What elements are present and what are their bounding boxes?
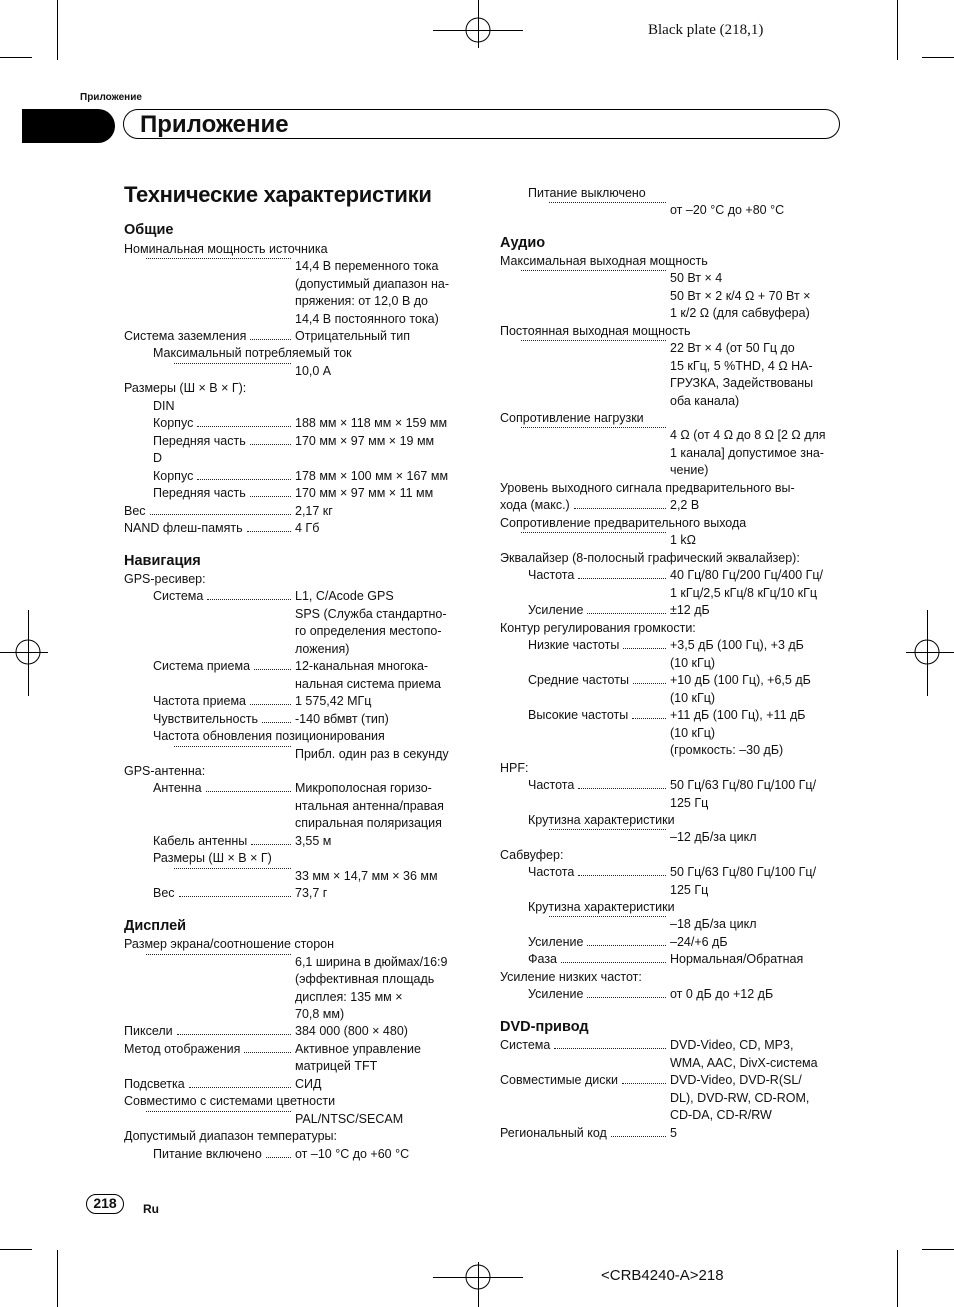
spec-value: 10,0 А bbox=[295, 364, 332, 378]
spec-row bbox=[528, 637, 668, 655]
spec-label: Вес bbox=[124, 504, 146, 518]
spec-label: Региональный код bbox=[500, 1126, 607, 1140]
document-code: <CRB4240-A>218 bbox=[601, 1267, 724, 1284]
spec-label: DIN bbox=[153, 399, 175, 413]
spec-value: –18 дБ/за цикл bbox=[670, 917, 757, 931]
spec-label: Система приема bbox=[153, 659, 251, 673]
spec-label: Совместимые диски bbox=[500, 1073, 618, 1087]
spec-row bbox=[153, 833, 293, 851]
spec-label: Чувствительность bbox=[153, 712, 258, 726]
spec-label: Контур регулирования громкости: bbox=[500, 621, 696, 635]
spec-label: Усиление bbox=[528, 603, 584, 617]
spec-label: Корпус bbox=[153, 469, 194, 483]
spec-value: –24/+6 дБ bbox=[670, 935, 728, 949]
spec-label: Сабвуфер: bbox=[500, 848, 564, 862]
spec-leader bbox=[517, 340, 668, 345]
spec-label: Передняя часть bbox=[153, 486, 246, 500]
spec-value: чение) bbox=[670, 463, 709, 477]
spec-leader bbox=[170, 363, 293, 368]
spec-label: Частота bbox=[528, 778, 575, 792]
spec-label: HPF: bbox=[500, 761, 529, 775]
spec-label: Метод отображения bbox=[124, 1042, 241, 1056]
spec-label: Сопротивление предварительного выхода bbox=[500, 516, 747, 530]
spec-row bbox=[153, 711, 293, 729]
spec-leader bbox=[142, 954, 293, 959]
spec-value: 1 575,42 МГц bbox=[295, 694, 372, 708]
spec-leader bbox=[517, 427, 668, 432]
spec-row bbox=[528, 777, 668, 795]
spec-value: 384 000 (800 × 480) bbox=[295, 1024, 408, 1038]
spec-value: ГРУЗКА, Задействованы bbox=[670, 376, 814, 390]
spec-label: Частота обновления позиционирования bbox=[153, 729, 385, 743]
spec-row bbox=[528, 602, 668, 620]
spec-label: Размеры (Ш × В × Г) bbox=[153, 851, 272, 865]
registration-mark-icon bbox=[461, 13, 495, 47]
spec-value: 12-канальная многока- bbox=[295, 659, 429, 673]
spec-leader bbox=[142, 258, 293, 263]
spec-label: Средние частоты bbox=[528, 673, 629, 687]
spec-row bbox=[528, 672, 668, 690]
spec-value: го определения местопо- bbox=[295, 624, 442, 638]
spec-label: Усиление bbox=[528, 987, 584, 1001]
spec-row bbox=[500, 1037, 668, 1055]
spec-value: 14,4 В постоянного тока) bbox=[295, 312, 439, 326]
spec-label: Допустимый диапазон температуры: bbox=[124, 1129, 338, 1143]
spec-row bbox=[124, 1076, 293, 1094]
spec-row bbox=[153, 885, 293, 903]
spec-value: оба канала) bbox=[670, 394, 740, 408]
spec-value: 50 Вт × 4 bbox=[670, 271, 723, 285]
spec-row bbox=[153, 780, 293, 798]
spec-value: (10 кГц) bbox=[670, 656, 716, 670]
spec-value: 1 kΩ bbox=[670, 533, 697, 547]
spec-row bbox=[124, 328, 293, 346]
section-title: Приложение bbox=[140, 111, 289, 138]
spec-value: 170 мм × 97 мм × 11 мм bbox=[295, 486, 434, 500]
spec-value: 125 Гц bbox=[670, 883, 709, 897]
spec-value: Отрицательный тип bbox=[295, 329, 410, 343]
spec-value: 3,55 м bbox=[295, 834, 332, 848]
spec-leader bbox=[517, 532, 668, 537]
spec-value: 50 Гц/63 Гц/80 Гц/100 Гц/ bbox=[670, 778, 817, 792]
spec-label: D bbox=[153, 451, 163, 465]
spec-value: -140 вбмвт (тип) bbox=[295, 712, 389, 726]
spec-value: ±12 дБ bbox=[670, 603, 710, 617]
spec-row bbox=[528, 986, 668, 1004]
spec-value: 22 Вт × 4 (от 50 Гц до bbox=[670, 341, 795, 355]
spec-row bbox=[528, 567, 668, 585]
spec-leader bbox=[545, 829, 668, 834]
spec-value: PAL/NTSC/SECAM bbox=[295, 1112, 404, 1126]
spec-label: Питание включено bbox=[153, 1147, 262, 1161]
spec-value: (10 кГц) bbox=[670, 726, 716, 740]
spec-row bbox=[153, 1146, 293, 1164]
language-code: Ru bbox=[143, 1202, 159, 1216]
spec-label: Сопротивление нагрузки bbox=[500, 411, 644, 425]
spec-value: WMA, AAC, DivX-система bbox=[670, 1056, 818, 1070]
spec-label: Максимальная выходная мощность bbox=[500, 254, 708, 268]
spec-label: Частота bbox=[528, 865, 575, 879]
spec-value: нальная система приема bbox=[295, 677, 441, 691]
spec-value: пряжения: от 12,0 В до bbox=[295, 294, 428, 308]
spec-label: Размеры (Ш × В × Г): bbox=[124, 381, 247, 395]
spec-label: Эквалайзер (8-полосный графический эквалайзер): bbox=[500, 551, 800, 565]
spec-value: от 0 дБ до +12 дБ bbox=[670, 987, 774, 1001]
spec-label: Подсветка bbox=[124, 1077, 185, 1091]
spec-value: 2,2 В bbox=[670, 498, 700, 512]
spec-value: Активное управление bbox=[295, 1042, 421, 1056]
spec-leader bbox=[545, 916, 668, 921]
spec-label: Номинальная мощность источника bbox=[124, 242, 328, 256]
spec-value: 6,1 ширина в дюймах/16:9 bbox=[295, 955, 448, 969]
spec-row bbox=[500, 1072, 668, 1090]
spec-label: Питание выключено bbox=[528, 186, 646, 200]
spec-value: 50 Гц/63 Гц/80 Гц/100 Гц/ bbox=[670, 865, 817, 879]
spec-value: 70,8 мм) bbox=[295, 1007, 345, 1021]
spec-value: +10 дБ (100 Гц), +6,5 дБ bbox=[670, 673, 811, 687]
spec-value: 170 мм × 97 мм × 19 мм bbox=[295, 434, 435, 448]
spec-leader bbox=[170, 868, 293, 873]
spec-label: GPS-антенна: bbox=[124, 764, 206, 778]
spec-value: 188 мм × 118 мм × 159 мм bbox=[295, 416, 448, 430]
spec-row bbox=[153, 415, 293, 433]
spec-value: (громкость: –30 дБ) bbox=[670, 743, 784, 757]
spec-label: Размер экрана/соотношение сторон bbox=[124, 937, 334, 951]
spec-label: Система bbox=[500, 1038, 551, 1052]
spec-label: Передняя часть bbox=[153, 434, 246, 448]
heading-display: Дисплей bbox=[124, 918, 187, 934]
spec-label: Высокие частоты bbox=[528, 708, 629, 722]
spec-value: –12 дБ/за цикл bbox=[670, 830, 757, 844]
spec-label: Система bbox=[153, 589, 204, 603]
spec-value: 5 bbox=[670, 1126, 677, 1140]
spec-value: Нормальная/Обратная bbox=[670, 952, 804, 966]
spec-value: +3,5 дБ (100 Гц), +3 дБ bbox=[670, 638, 804, 652]
spec-value: DVD-Video, CD, MP3, bbox=[670, 1038, 794, 1052]
spec-value: нтальная антенна/правая bbox=[295, 799, 444, 813]
spec-value: DL), DVD-RW, CD-ROM, bbox=[670, 1091, 810, 1105]
spec-value: 178 мм × 100 мм × 167 мм bbox=[295, 469, 449, 483]
spec-label: Частота приема bbox=[153, 694, 247, 708]
spec-value: 1 к/2 Ω (для сабвуфера) bbox=[670, 306, 810, 320]
spec-value: (эффективная площадь bbox=[295, 972, 435, 986]
registration-mark-icon bbox=[910, 635, 944, 669]
spec-value: 125 Гц bbox=[670, 796, 709, 810]
spec-value: 4 Гб bbox=[295, 521, 320, 535]
spec-value: SPS (Служба стандартно- bbox=[295, 607, 447, 621]
spec-label: Усиление bbox=[528, 935, 584, 949]
spec-row bbox=[153, 658, 293, 676]
spec-row bbox=[528, 934, 668, 952]
spec-value: Микрополосная горизо- bbox=[295, 781, 432, 795]
spec-value: 14,4 В переменного тока bbox=[295, 259, 439, 273]
registration-mark-icon bbox=[461, 1260, 495, 1294]
page-number: 218 bbox=[86, 1194, 124, 1214]
spec-row bbox=[528, 707, 668, 725]
spec-leader bbox=[545, 202, 668, 207]
spec-label: Кабель антенны bbox=[153, 834, 248, 848]
heading-dvd: DVD-привод bbox=[500, 1019, 589, 1035]
spec-row bbox=[528, 951, 668, 969]
spec-value: 4 Ω (от 4 Ω до 8 Ω [2 Ω для bbox=[670, 428, 826, 442]
spec-label: Низкие частоты bbox=[528, 638, 620, 652]
spec-label: Уровень выходного сигнала предварительного вы- bbox=[500, 481, 795, 495]
spec-value: 50 Вт × 2 к/4 Ω + 70 Вт × bbox=[670, 289, 811, 303]
spec-row bbox=[124, 1041, 293, 1059]
spec-label: Антенна bbox=[153, 781, 202, 795]
spec-value: СИД bbox=[295, 1077, 322, 1091]
spec-label: Система заземления bbox=[124, 329, 247, 343]
spec-label: Частота bbox=[528, 568, 575, 582]
spec-value: матрицей TFT bbox=[295, 1059, 378, 1073]
spec-value: ложения) bbox=[295, 642, 350, 656]
spec-row bbox=[124, 1023, 293, 1041]
spec-value: 73,7 г bbox=[295, 886, 328, 900]
spec-value: дисплея: 135 мм × bbox=[295, 990, 403, 1004]
spec-row bbox=[153, 468, 293, 486]
spec-value: DVD-Video, DVD-R(SL/ bbox=[670, 1073, 802, 1087]
spec-row bbox=[153, 588, 293, 606]
spec-row bbox=[124, 503, 293, 521]
spec-row bbox=[528, 864, 668, 882]
registration-mark-icon bbox=[11, 635, 45, 669]
spec-label: Крутизна характеристики bbox=[528, 900, 675, 914]
spec-value: 15 кГц, 5 %THD, 4 Ω НА- bbox=[670, 359, 813, 373]
spec-leader bbox=[170, 746, 293, 751]
page-title: Технические характеристики bbox=[124, 182, 432, 207]
spec-value: L1, C/Acode GPS bbox=[295, 589, 394, 603]
running-head: Приложение bbox=[80, 92, 142, 103]
spec-value: (допустимый диапазон на- bbox=[295, 277, 450, 291]
spec-label: Крутизна характеристики bbox=[528, 813, 675, 827]
spec-value: 1 канала] допустимое зна- bbox=[670, 446, 824, 460]
heading-navigation: Навигация bbox=[124, 553, 201, 569]
spec-label: Усиление низких частот: bbox=[500, 970, 642, 984]
spec-value: 40 Гц/80 Гц/200 Гц/400 Гц/ bbox=[670, 568, 824, 582]
spec-value: Прибл. один раз в секунду bbox=[295, 747, 449, 761]
spec-row bbox=[124, 520, 293, 538]
spec-value: (10 кГц) bbox=[670, 691, 716, 705]
spec-label: NAND флеш-память bbox=[124, 521, 243, 535]
spec-label: Корпус bbox=[153, 416, 194, 430]
spec-row bbox=[500, 1125, 668, 1143]
spec-label: Максимальный потребляемый ток bbox=[153, 346, 352, 360]
spec-leader bbox=[142, 1111, 293, 1116]
spec-value: 1 кГц/2,5 кГц/8 кГц/10 кГц bbox=[670, 586, 818, 600]
section-tab bbox=[22, 109, 115, 143]
spec-value: 2,17 кг bbox=[295, 504, 333, 518]
spec-leader bbox=[517, 270, 668, 275]
spec-value: CD-DA, CD-R/RW bbox=[670, 1108, 772, 1122]
spec-row bbox=[500, 497, 668, 515]
spec-value: от –20 °C до +80 °C bbox=[670, 203, 785, 217]
spec-label: GPS-ресивер: bbox=[124, 572, 206, 586]
spec-label: хода (макс.) bbox=[500, 498, 570, 512]
spec-row bbox=[153, 485, 293, 503]
plate-label: Black plate (218,1) bbox=[648, 22, 764, 38]
spec-label: Совместимо с системами цветности bbox=[124, 1094, 336, 1108]
heading-general: Общие bbox=[124, 222, 174, 238]
spec-row bbox=[153, 433, 293, 451]
spec-value: 33 мм × 14,7 мм × 36 мм bbox=[295, 869, 438, 883]
spec-label: Фаза bbox=[528, 952, 557, 966]
spec-label: Постоянная выходная мощность bbox=[500, 324, 691, 338]
spec-value: +11 дБ (100 Гц), +11 дБ bbox=[670, 708, 806, 722]
spec-row bbox=[153, 693, 293, 711]
spec-label: Пиксели bbox=[124, 1024, 173, 1038]
heading-audio: Аудио bbox=[500, 235, 546, 251]
spec-value: спиральная поляризация bbox=[295, 816, 442, 830]
spec-label: Вес bbox=[153, 886, 175, 900]
spec-value: от –10 °C до +60 °C bbox=[295, 1147, 410, 1161]
